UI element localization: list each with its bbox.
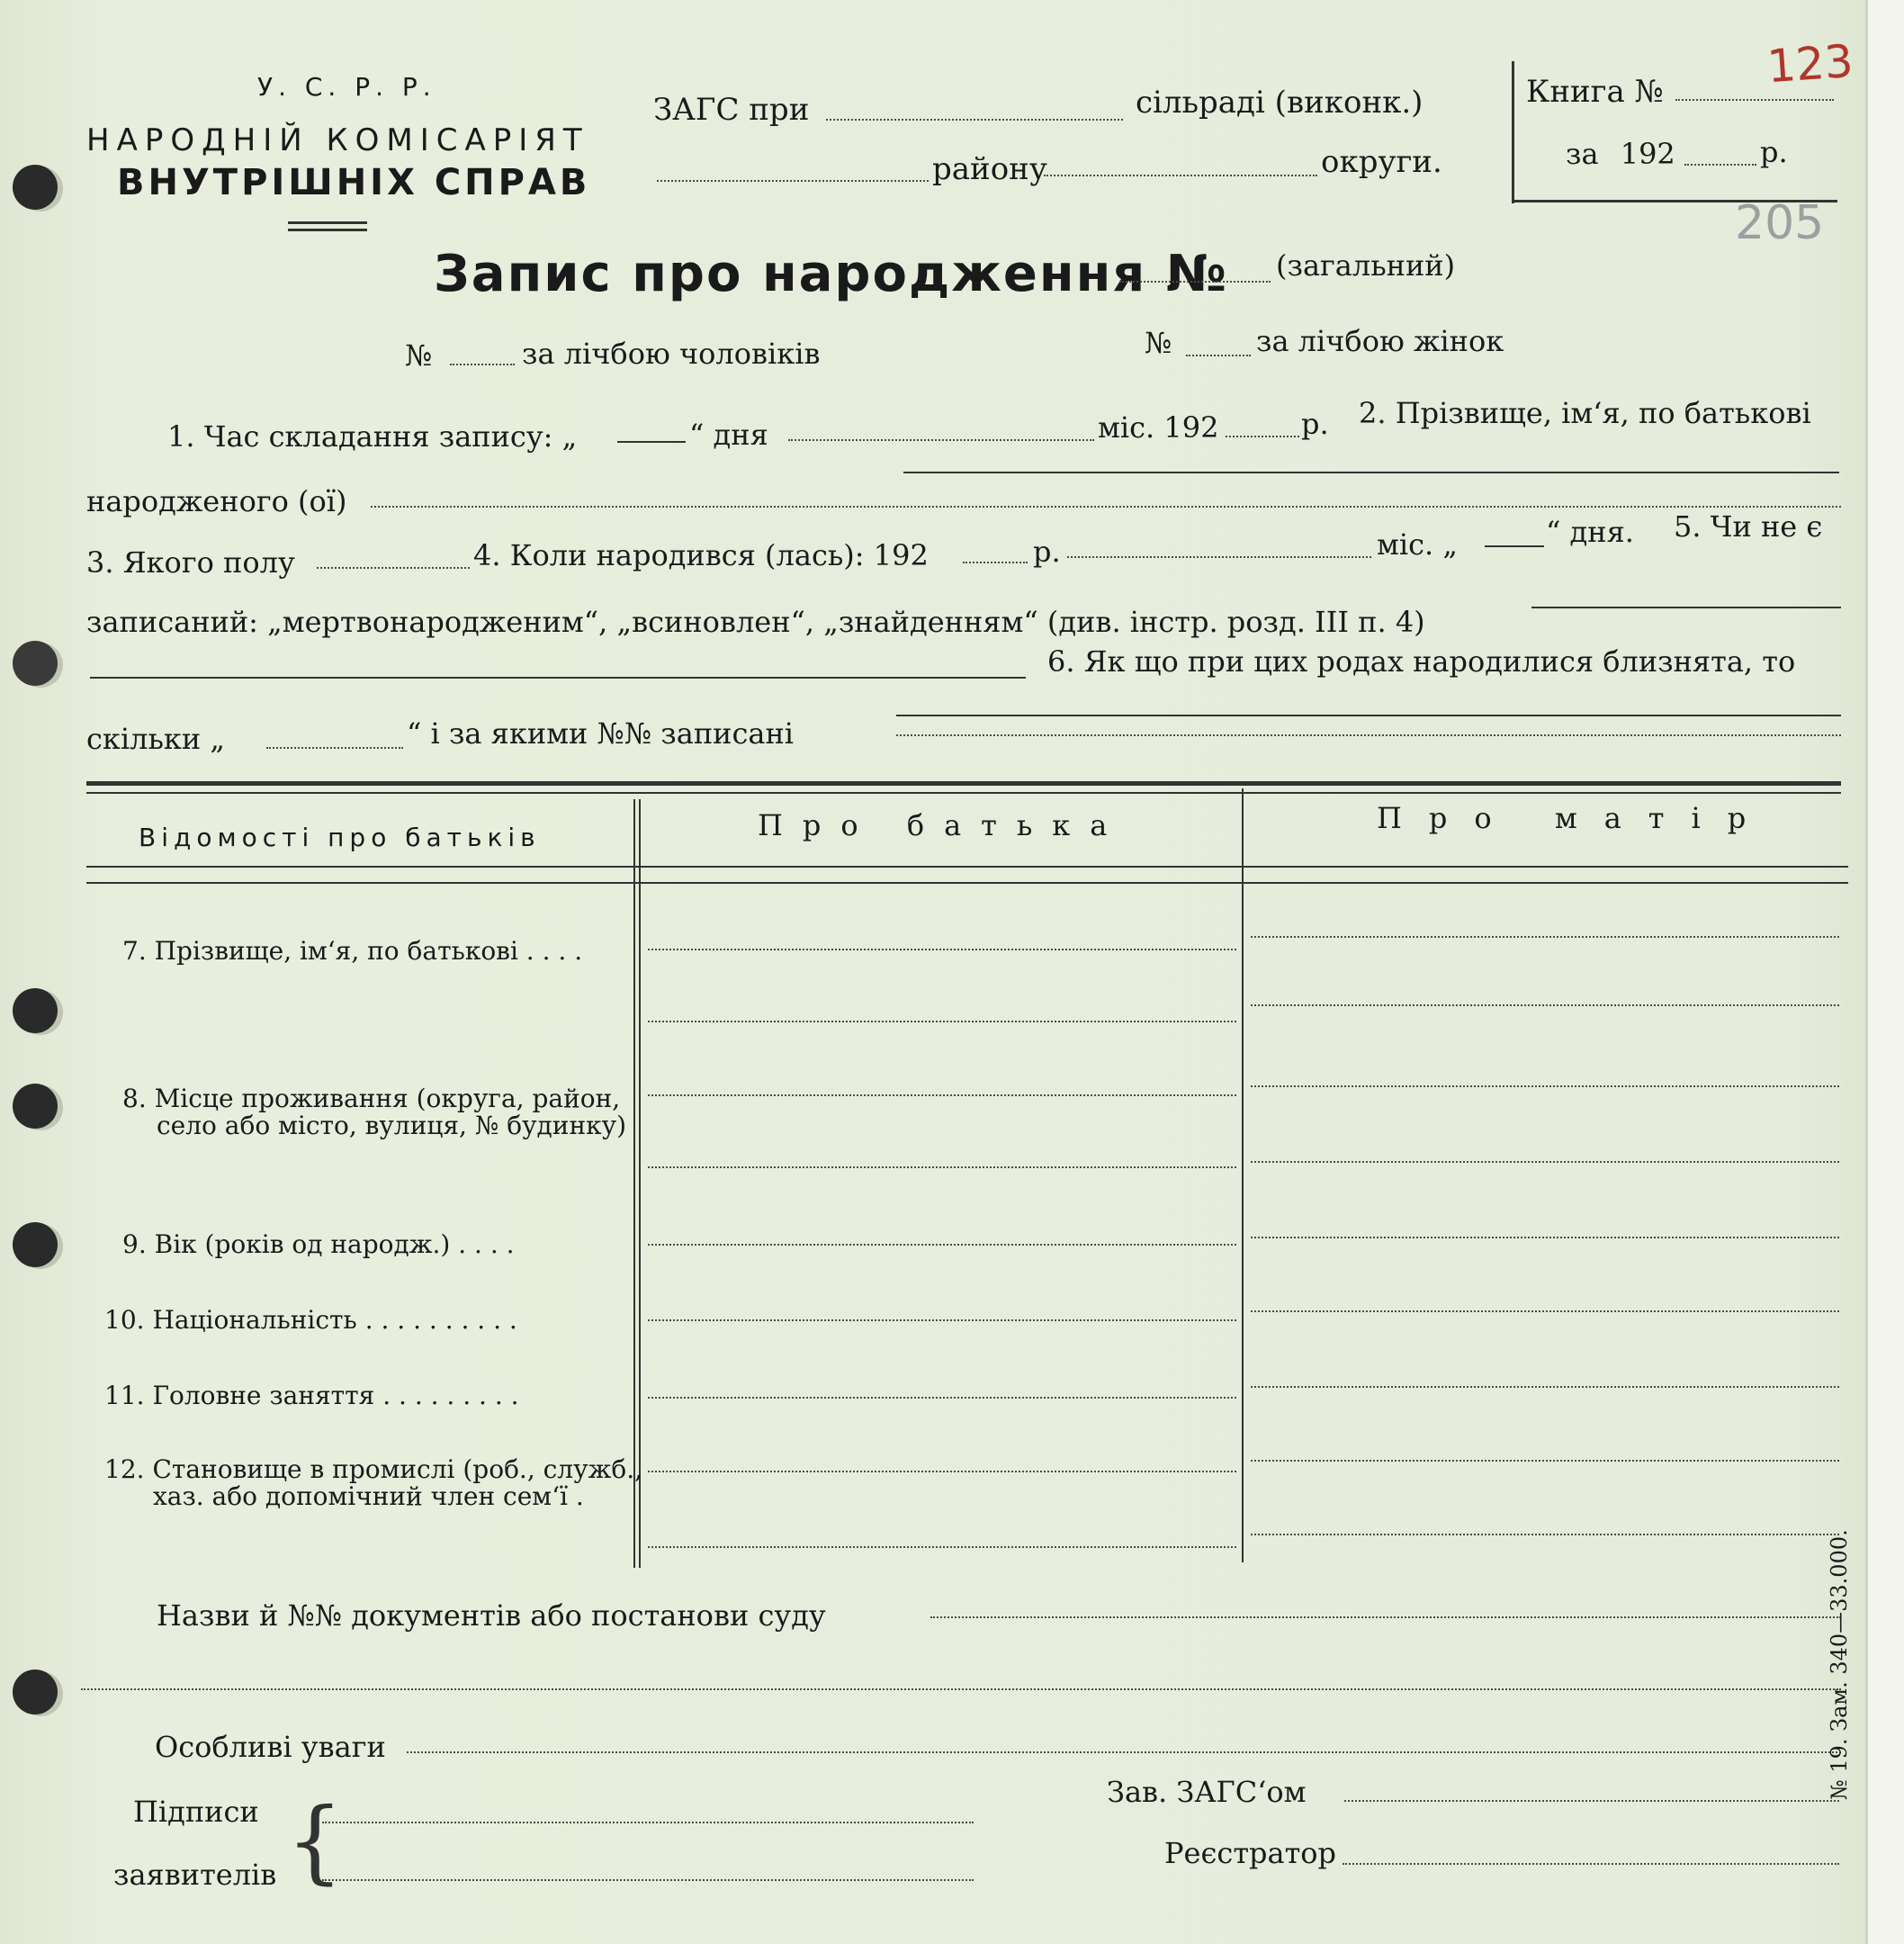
table-header-border	[86, 866, 1848, 868]
blank-line[interactable]	[1119, 281, 1271, 283]
blank-line[interactable]	[1226, 436, 1299, 437]
blank-line[interactable]	[1684, 164, 1756, 166]
field-2-label: 2. Прізвище, ім‘я, по батькові	[1359, 396, 1811, 430]
book-label: Книга №	[1526, 74, 1664, 110]
punch-hole	[13, 1222, 58, 1267]
field-1-label: 1. Час складання запису: „	[167, 419, 578, 454]
zags-prefix: ЗАГС при	[653, 92, 810, 128]
blank-line[interactable]	[407, 1751, 1841, 1753]
table-top-border	[86, 781, 1841, 786]
page-title: Запис про народження №	[434, 245, 1229, 303]
punch-hole	[13, 988, 58, 1033]
mother-line[interactable]	[1251, 1460, 1839, 1462]
field-6-label: 6. Як що при цих родах народилися близнята, то	[1047, 644, 1796, 679]
paper-edge	[1865, 0, 1904, 1944]
mother-line[interactable]	[1251, 1004, 1839, 1006]
book-number: 123	[1765, 34, 1855, 94]
bracket-symbol: {	[286, 1788, 344, 1894]
blank-line[interactable]	[896, 734, 1841, 736]
mother-line[interactable]	[1251, 1237, 1839, 1238]
signatures-label-1: Підписи	[133, 1795, 259, 1829]
blank-line[interactable]	[1675, 99, 1834, 101]
father-line[interactable]	[648, 1319, 1236, 1321]
blank-line[interactable]	[826, 119, 1123, 121]
mother-line[interactable]	[1251, 1310, 1839, 1312]
mother-line[interactable]	[1251, 1386, 1839, 1388]
row-12-label-2: хаз. або допомічний член сем‘ї .	[153, 1481, 584, 1511]
father-line[interactable]	[648, 1244, 1236, 1246]
table-top-border	[86, 792, 1841, 794]
field-4-month: міс. „	[1377, 527, 1458, 562]
women-num-sign: №	[1145, 326, 1172, 360]
blank-line[interactable]	[1344, 1800, 1839, 1802]
zags-okrug: округи.	[1321, 144, 1442, 180]
men-count-label: за лічбою чоловіків	[522, 337, 821, 371]
zags-raion: району	[932, 151, 1047, 187]
row-9-label: 9. Вік (років од народж.) . . . .	[122, 1229, 515, 1259]
field-4-day: “ дня.	[1546, 515, 1634, 549]
row-8-label: 8. Місце проживання (округа, район,	[122, 1084, 621, 1113]
zags-village: сільраді (виконк.)	[1136, 85, 1424, 121]
mother-line[interactable]	[1251, 1161, 1839, 1163]
print-note: № 19. Зам. 340—33.000.	[1827, 1529, 1852, 1800]
row-11-label: 11. Головне заняття . . . . . . . . .	[104, 1381, 519, 1410]
blank-line[interactable]	[90, 677, 1026, 679]
book-box-border	[1512, 61, 1514, 203]
blank-line[interactable]	[963, 562, 1028, 563]
father-line[interactable]	[648, 1166, 1236, 1168]
row-8-label-2: село або місто, вулиця, № будинку)	[157, 1111, 627, 1140]
commissariat-line1: НАРОДНІЙ КОМІСАРІЯТ	[86, 122, 589, 158]
father-line[interactable]	[648, 949, 1236, 950]
table-header-border	[86, 882, 1848, 884]
father-line[interactable]	[648, 1094, 1236, 1096]
commissariat-line2: ВНУТРІШНІХ СПРАВ	[117, 162, 591, 203]
table-header-info: Відомості про батьків	[139, 823, 541, 852]
registrar-label: Реєстратор	[1164, 1836, 1337, 1870]
field-1-year: р.	[1301, 407, 1329, 441]
blank-line[interactable]	[317, 567, 470, 569]
remarks-label: Особливі уваги	[155, 1730, 386, 1764]
blank-line[interactable]	[896, 715, 1841, 716]
father-line[interactable]	[648, 1546, 1236, 1548]
table-header-mother: Про матір	[1377, 801, 1774, 835]
blank-line[interactable]	[266, 747, 403, 749]
divider	[288, 229, 367, 231]
blank-line[interactable]	[617, 441, 686, 443]
field-6-continued-a: скільки „	[86, 722, 225, 756]
blank-line[interactable]	[1485, 545, 1544, 547]
documents-label: Назви й №№ документів або постанови суду	[157, 1598, 826, 1633]
blank-line[interactable]	[903, 472, 1839, 473]
field-6-continued-b: “ і за якими №№ записані	[407, 716, 795, 751]
blank-line[interactable]	[1044, 175, 1317, 176]
blank-line[interactable]	[1343, 1863, 1839, 1865]
punch-hole	[13, 1670, 58, 1714]
field-5-label: 5. Чи не є	[1674, 509, 1823, 544]
father-line[interactable]	[648, 1471, 1236, 1472]
mother-line[interactable]	[1251, 936, 1839, 938]
punch-hole	[13, 165, 58, 210]
pencil-note: 205	[1735, 196, 1825, 250]
blank-line[interactable]	[450, 364, 515, 365]
field-3-label: 3. Якого полу	[86, 545, 295, 580]
signatures-label-2: заявителів	[113, 1858, 277, 1892]
blank-line[interactable]	[788, 439, 1094, 441]
blank-line[interactable]	[371, 506, 1841, 508]
row-12-label: 12. Становище в промислі (роб., служб.,	[104, 1454, 642, 1484]
blank-line[interactable]	[930, 1616, 1841, 1618]
row-7-label: 7. Прізвище, ім‘я, по батькові . . . .	[122, 936, 583, 966]
title-general: (загальний)	[1276, 248, 1456, 283]
blank-line[interactable]	[657, 180, 929, 182]
divider	[288, 221, 367, 224]
mother-line[interactable]	[1251, 1085, 1839, 1087]
table-divider	[633, 799, 635, 1568]
head-label: Зав. ЗАГС‘ом	[1107, 1775, 1307, 1809]
blank-line[interactable]	[322, 1822, 974, 1823]
father-line[interactable]	[648, 1021, 1236, 1022]
field-1-month: міс. 192	[1098, 410, 1219, 445]
book-year-prefix: за 192	[1566, 137, 1675, 171]
punch-hole	[13, 641, 58, 686]
field-5-continued: записаний: „мертвонародженим“, „всиновлен“, „знайденням“ (див. інстр. розд. III п. 4)	[86, 605, 1425, 639]
blank-line[interactable]	[1067, 556, 1371, 558]
book-year-suffix: р.	[1760, 135, 1788, 169]
table-divider	[639, 799, 641, 1568]
field-4-year: р.	[1033, 535, 1061, 569]
row-10-label: 10. Національність . . . . . . . . . .	[104, 1305, 517, 1335]
field-1-day: “ дня	[689, 418, 768, 452]
women-count-label: за лічбою жінок	[1256, 324, 1504, 358]
men-num-sign: №	[405, 338, 433, 373]
mother-line[interactable]	[1251, 1534, 1839, 1535]
table-divider	[1242, 788, 1244, 1562]
punch-hole	[13, 1084, 58, 1129]
field-2-continued: народженого (ої)	[86, 484, 347, 518]
field-4-label: 4. Коли народився (лась): 192	[473, 538, 929, 572]
blank-line[interactable]	[1531, 607, 1841, 608]
table-header-father: Про батька	[758, 808, 1127, 842]
blank-line[interactable]	[81, 1688, 1841, 1690]
republic-label: У. С. Р. Р.	[257, 72, 436, 102]
blank-line[interactable]	[322, 1879, 974, 1881]
blank-line[interactable]	[1186, 355, 1251, 356]
father-line[interactable]	[648, 1397, 1236, 1399]
